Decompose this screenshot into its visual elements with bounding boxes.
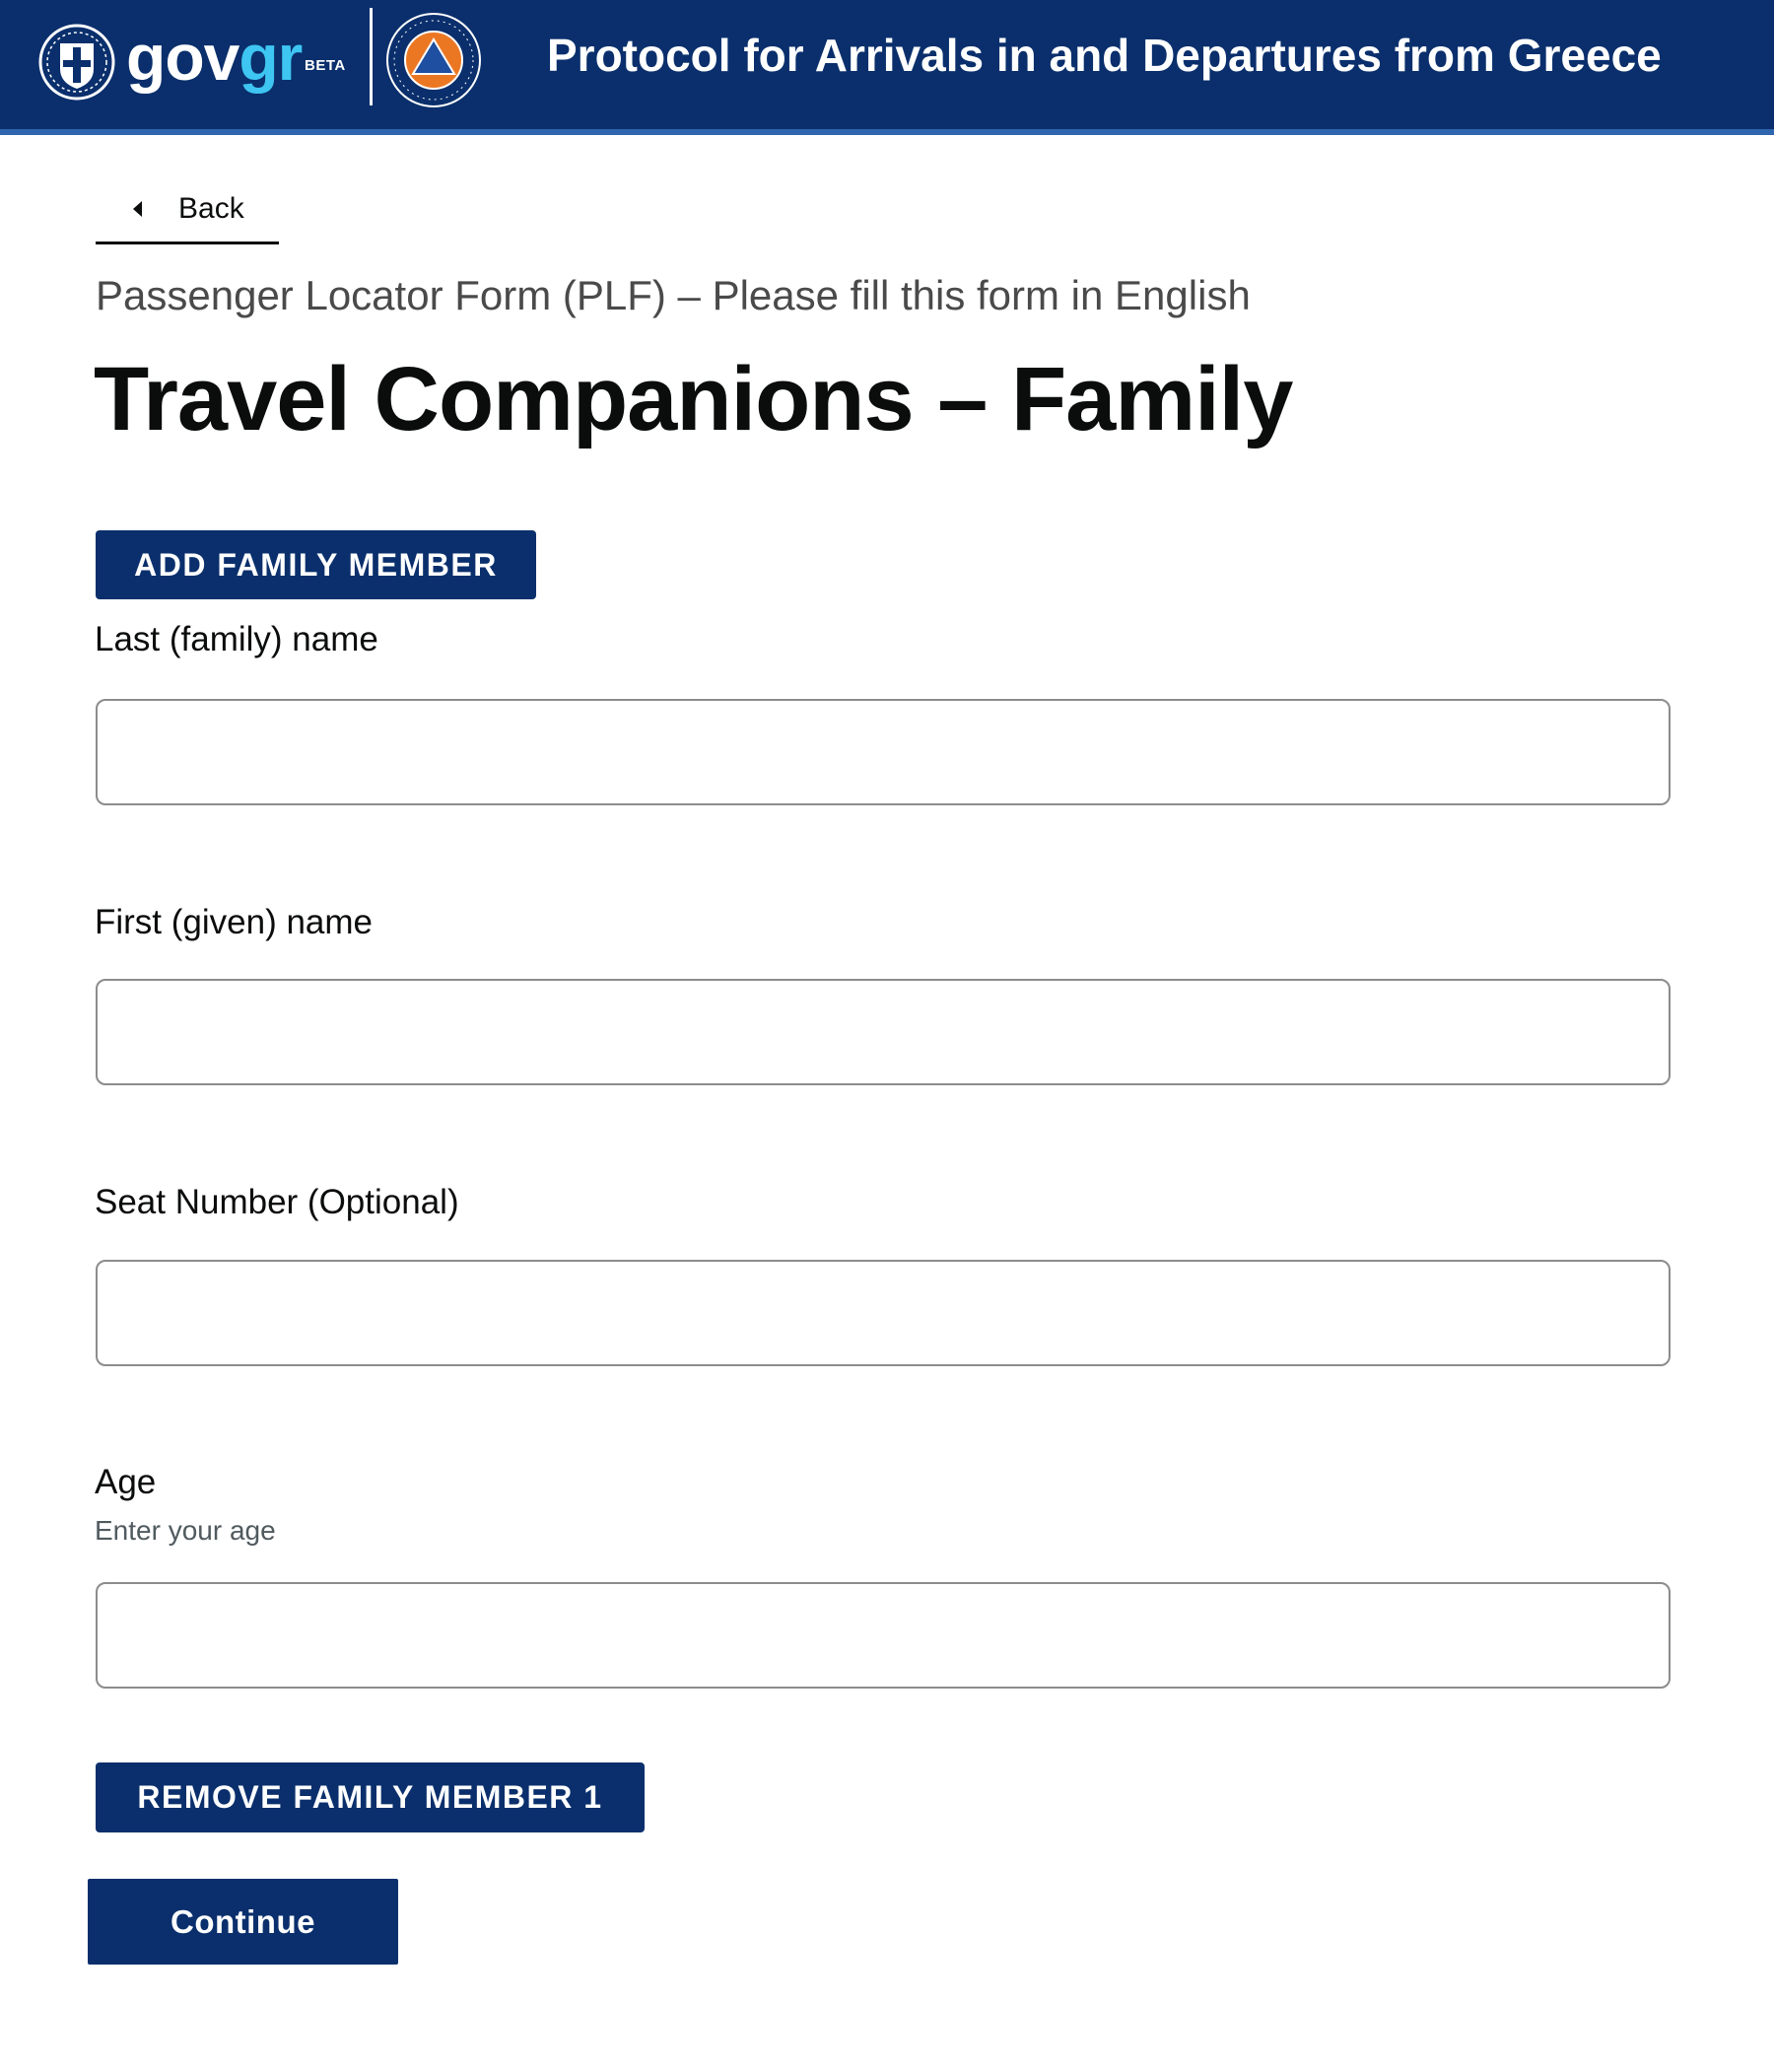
brand-main: gov (126, 21, 239, 94)
beta-badge: BETA (305, 57, 346, 74)
caret-left-icon (133, 201, 142, 217)
back-label: Back (178, 192, 244, 225)
age-hint: Enter your age (95, 1515, 276, 1546)
first-name-input[interactable] (96, 979, 1671, 1085)
seat-number-input[interactable] (96, 1260, 1671, 1366)
remove-family-member-button[interactable]: REMOVE FAMILY MEMBER 1 (96, 1762, 645, 1832)
header-title: Protocol for Arrivals in and Departures from Greece (547, 30, 1662, 81)
seat-number-label: Seat Number (Optional) (95, 1183, 459, 1221)
age-input[interactable] (96, 1582, 1671, 1689)
age-label: Age (95, 1463, 157, 1501)
back-link[interactable] (96, 181, 279, 244)
page-title: Travel Companions – Family (94, 349, 1293, 449)
form-caption: Passenger Locator Form (PLF) – Please fill this form in English (96, 272, 1251, 318)
header-divider (370, 8, 373, 105)
govgr-logo[interactable] (126, 18, 302, 97)
civil-protection-logo-icon (385, 12, 482, 108)
site-header (0, 0, 1774, 135)
continue-button[interactable]: Continue (88, 1879, 398, 1965)
hellenic-republic-emblem-icon[interactable] (38, 24, 115, 101)
last-name-label: Last (family) name (95, 620, 378, 658)
first-name-label: First (given) name (95, 903, 374, 941)
brand-accent: gr (239, 21, 303, 94)
last-name-input[interactable] (96, 699, 1671, 805)
add-family-member-button[interactable]: ADD FAMILY MEMBER (96, 530, 536, 599)
